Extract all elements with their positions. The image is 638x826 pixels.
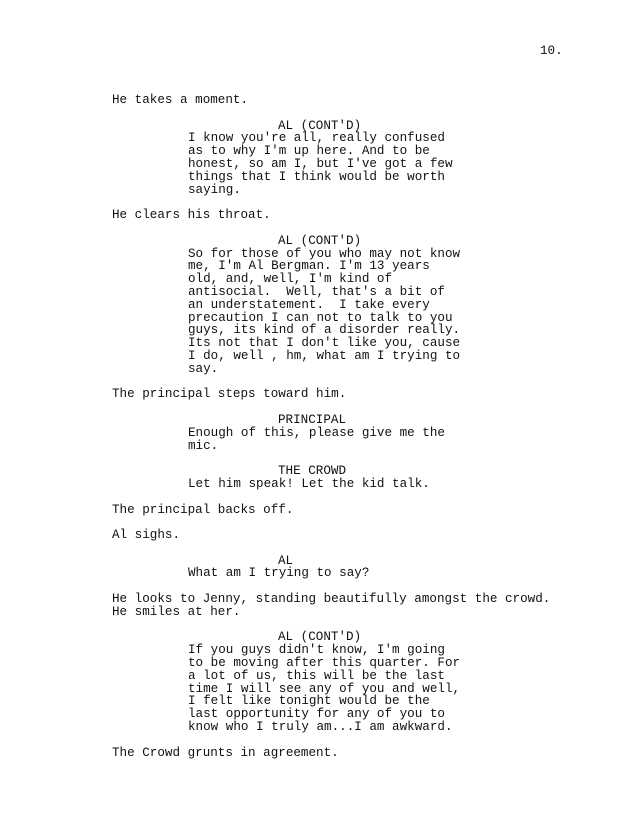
- dialogue-line: to be moving after this quarter. For: [188, 656, 461, 671]
- dialogue-block: [112, 631, 612, 733]
- character-name: AL (CONT'D): [278, 233, 362, 248]
- action-paragraph: [112, 593, 612, 619]
- action-line: He clears his throat.: [112, 208, 271, 223]
- dialogue-line: precaution I can not to talk to you: [188, 310, 453, 325]
- dialogue-line: me, I'm Al Bergman. I'm 13 years: [188, 259, 430, 274]
- dialogue-line: What am I trying to say?: [188, 566, 370, 581]
- dialogue-line: a lot of us, this will be the last: [188, 668, 445, 683]
- dialogue-line: things that I think would be worth: [188, 169, 445, 184]
- dialogue-block: [112, 555, 612, 581]
- dialogue-line: say.: [188, 361, 219, 376]
- dialogue-line: as to why I'm up here. And to be: [188, 144, 430, 159]
- action-line: The Crowd grunts in agreement.: [112, 745, 339, 760]
- screenplay-body: [112, 94, 612, 772]
- action-line: The principal backs off.: [112, 502, 294, 517]
- dialogue-line: antisocial. Well, that's a bit of: [188, 284, 445, 299]
- action-line: He smiles at her.: [112, 604, 241, 619]
- dialogue-block: [112, 465, 612, 491]
- character-name: AL (CONT'D): [278, 118, 362, 133]
- dialogue-line: mic.: [188, 438, 219, 453]
- dialogue-line: saying.: [188, 182, 241, 197]
- dialogue-line: guys, its kind of a disorder really.: [188, 323, 461, 338]
- dialogue-line: So for those of you who may not know: [188, 246, 461, 261]
- action-line: He takes a moment.: [112, 93, 249, 107]
- dialogue-line: time I will see any of you and well,: [188, 681, 461, 696]
- dialogue-line: know who I truly am...I am awkward.: [188, 720, 453, 735]
- dialogue-line: old, and, well, I'm kind of: [188, 272, 393, 287]
- character-name: PRINCIPAL: [278, 412, 347, 427]
- dialogue-line: honest, so am I, but I've got a few: [188, 156, 453, 171]
- dialogue-line: I do, well , hm, what am I trying to: [188, 348, 461, 363]
- character-name: THE CROWD: [278, 464, 347, 479]
- action-line: Al sighs.: [112, 528, 181, 543]
- dialogue-line: an understatement. I take every: [188, 297, 430, 312]
- dialogue-line: Its not that I don't like you, cause: [188, 336, 461, 351]
- dialogue-block: [112, 414, 612, 452]
- dialogue-line: Let him speak! Let the kid talk.: [188, 476, 430, 491]
- dialogue-line: I know you're all, really confused: [188, 131, 445, 146]
- dialogue-block: [112, 235, 612, 376]
- dialogue-line: If you guys didn't know, I'm going: [188, 643, 445, 658]
- character-name: AL: [278, 553, 294, 568]
- action-line: The principal steps toward him.: [112, 387, 347, 402]
- dialogue-line: last opportunity for any of you to: [188, 707, 445, 722]
- page-number: 10.: [540, 44, 563, 58]
- dialogue-line: I felt like tonight would be the: [188, 694, 430, 709]
- dialogue-line: Enough of this, please give me the: [188, 425, 445, 440]
- dialogue-block: [112, 120, 612, 197]
- character-name: AL (CONT'D): [278, 630, 362, 645]
- action-line: He looks to Jenny, standing beautifully amongst the crowd.: [112, 592, 551, 607]
